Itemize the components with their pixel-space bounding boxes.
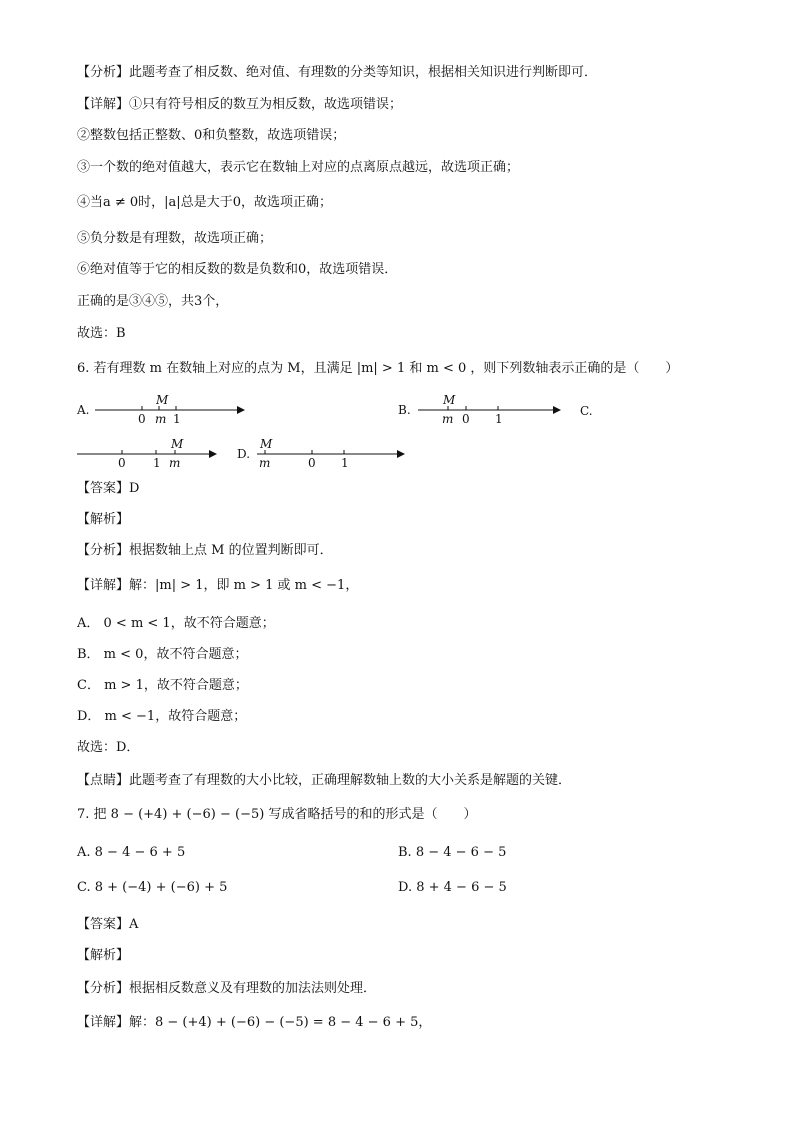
p5-statement-3: ③一个数的绝对值越大，表示它在数轴上对应的点离原点越远，故选项正确；: [77, 160, 520, 175]
q7-answer: 【答案】A: [77, 917, 139, 932]
number-line-c-svg: [77, 436, 227, 470]
number-line-b-svg: [398, 392, 568, 426]
tick-label-0: 0: [138, 412, 146, 426]
number-line-option-b: [398, 392, 568, 426]
option-d-letter: D.: [237, 447, 251, 461]
q6-option-b-explain: B． m < 0，故不符合题意；: [77, 647, 248, 662]
q6-option-d-explain: D． m < −1，故符合题意；: [77, 709, 247, 724]
p5-statement-6: ⑥绝对值等于它的相反数的数是负数和0，故选项错误．: [77, 262, 398, 277]
tick-label-1: 1: [153, 456, 161, 470]
q6-choice: 故选：D．: [77, 740, 140, 755]
arrow-head: [553, 406, 561, 414]
point-label-m: m: [169, 456, 181, 470]
option-c-letter: C.: [580, 404, 593, 418]
p5-detail: 【详解】①只有符号相反的数互为相反数，故选项错误；: [77, 97, 403, 112]
q6-option-a-explain: A． 0 < m < 1，故不符合题意；: [77, 616, 275, 631]
tick-label-1: 1: [173, 412, 181, 426]
q7-detail: 【详解】解：8 − (+4) + (−6) − (−5) = 8 − 4 − 6 + 5，: [77, 1015, 432, 1030]
p5-choice: 故选：B: [77, 326, 126, 341]
point-label-M: M: [443, 393, 456, 407]
point-label-m: m: [259, 456, 271, 470]
tick-label-1: 1: [341, 456, 349, 470]
q7-option-b: B. 8 − 4 − 6 − 5: [398, 845, 507, 860]
number-line-option-d: [237, 436, 412, 470]
p5-statement-4: ④当a ≠ 0时，|a|总是大于0，故选项正确；: [77, 195, 332, 210]
q6-option-c-explain: C． m > 1，故不符合题意；: [77, 678, 248, 693]
arrow-head: [397, 450, 405, 458]
number-line-d-svg: [237, 436, 412, 470]
q6-jiexi: 【解析】: [77, 512, 130, 527]
option-b-letter: B.: [398, 403, 411, 417]
q7-option-a: A. 8 − 4 − 6 + 5: [77, 845, 186, 860]
arrow-head: [209, 450, 217, 458]
q7-stem: 7. 把 8 − (+4) + (−6) − (−5) 写成省略括号的和的形式是（ ）: [77, 807, 477, 822]
tick-label-0: 0: [118, 456, 126, 470]
q6-analysis: 【分析】根据数轴上点 M 的位置判断即可．: [77, 543, 333, 558]
option-a-letter: A.: [77, 403, 90, 417]
point-label-M: M: [260, 437, 273, 451]
q7-jiexi: 【解析】: [77, 948, 130, 963]
q7-option-d: D. 8 + 4 − 6 − 5: [398, 880, 507, 895]
number-line-option-c: [77, 436, 227, 470]
tick-label-1: 1: [495, 412, 503, 426]
number-line-a-svg: [77, 392, 247, 426]
tick-label-0: 0: [462, 412, 470, 426]
tick-label-0: 0: [308, 456, 316, 470]
point-label-m: m: [442, 412, 454, 426]
number-line-option-a: [77, 392, 247, 426]
p5-statement-5: ⑤负分数是有理数，故选项正确；: [77, 231, 273, 246]
point-label-M: M: [156, 393, 169, 407]
arrow-head: [237, 406, 245, 414]
p5-count: 正确的是③④⑤，共3个，: [77, 294, 229, 309]
q6-dianjing: 【点睛】此题考查了有理数的大小比较，正确理解数轴上数的大小关系是解题的关键．: [77, 773, 572, 788]
q6-detail: 【详解】解：|m| > 1，即 m > 1 或 m < −1，: [77, 578, 359, 593]
q6-answer: 【答案】D: [77, 481, 140, 496]
p5-statement-2: ②整数包括正整数、0和负整数，故选项错误；: [77, 128, 346, 143]
point-label-m: m: [155, 412, 167, 426]
point-label-M: M: [171, 437, 184, 451]
q7-option-c: C. 8 + (−4) + (−6) + 5: [77, 880, 228, 895]
q6-stem: 6. 若有理数 m 在数轴上对应的点为 M，且满足 |m| > 1 和 m < 0 ，则下列数轴表示正确的是（ ）: [77, 361, 679, 376]
q7-analysis: 【分析】根据相反数意义及有理数的加法法则处理．: [77, 981, 377, 996]
p5-analysis: 【分析】此题考查了相反数、绝对值、有理数的分类等知识，根据相关知识进行判断即可．: [77, 65, 598, 80]
